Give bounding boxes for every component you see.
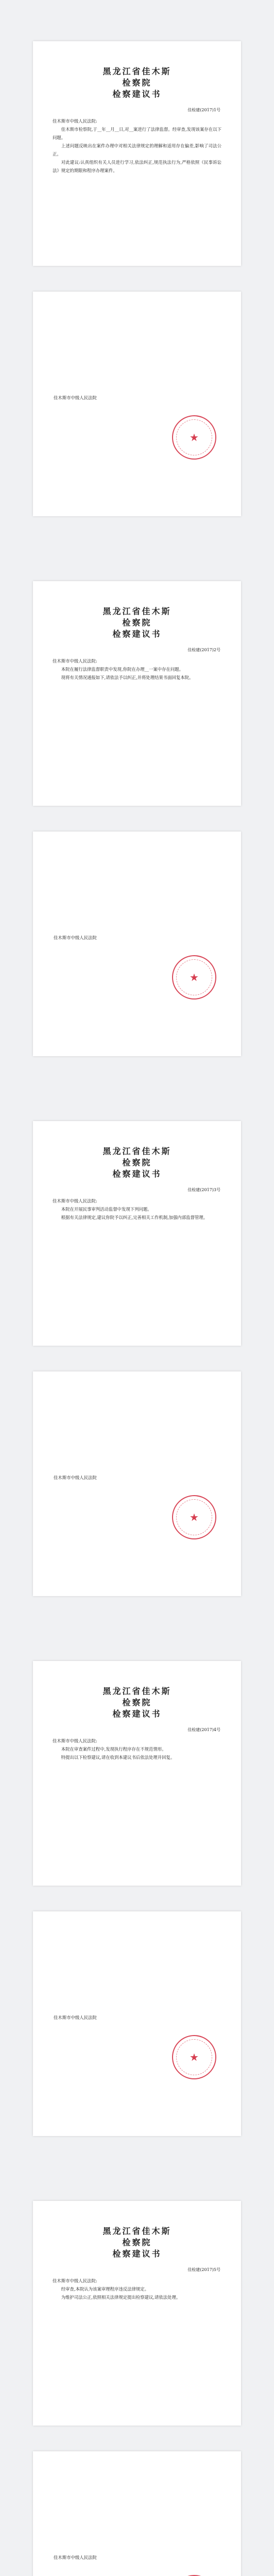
org-subtitle: 检察院 <box>122 2238 152 2247</box>
seal-star-icon: ★ <box>190 431 199 444</box>
doc-type-title: 检察建议书 <box>112 1709 162 1719</box>
doc-type-title: 检察建议书 <box>112 1169 162 1179</box>
org-subtitle: 检察院 <box>122 618 152 628</box>
official-seal <box>172 955 216 999</box>
paragraph: 经审查,本院认为该案审理程序违反法律规定。 <box>61 2286 149 2292</box>
seal-star-icon: ★ <box>190 971 199 984</box>
seal-star-icon: ★ <box>190 2051 199 2063</box>
paragraph: 对此建议:认真组织有关人员进行学习,依法纠正,规范执法行为,严格依照《民事诉讼法》规定的期限和程序办理案件。 <box>53 160 221 173</box>
document-header <box>33 1146 241 1180</box>
document-number: 佳检建(2017)4号 <box>187 1727 220 1732</box>
signature-org: 佳木斯市中级人民法院 <box>54 395 97 400</box>
document-number: 佳检建(2017)5号 <box>187 2267 220 2272</box>
document-header <box>33 2226 241 2260</box>
salutation: 佳木斯市中级人民法院: <box>53 1738 97 1743</box>
document-page <box>33 1121 241 1346</box>
document-page-continued <box>33 292 241 516</box>
org-title: 黑龙江省佳木斯 <box>102 66 172 76</box>
document-page <box>33 1661 241 1886</box>
document-page-continued <box>33 1371 241 1596</box>
paragraph: 特提出以下检察建议,请在收到本建议书后依法处理并回复。 <box>61 1755 175 1760</box>
paragraph: 现将有关情况通报如下,请依法予以纠正,并将处理结果书面回复本院。 <box>61 675 194 680</box>
paragraph: 根据有关法律规定,建议你院予以纠正,完善相关工作机制,加强内部监督管理。 <box>61 1215 208 1220</box>
signature-org: 佳木斯市中级人民法院 <box>54 1475 97 1480</box>
paragraph: 本院在审查案件过程中,发现执行程序存在不规范情形。 <box>61 1747 166 1752</box>
document-header <box>33 606 241 640</box>
document-body <box>53 1197 221 1222</box>
document-page <box>33 41 241 266</box>
document-number: 佳检建(2017)1号 <box>187 108 220 112</box>
paragraph: 上述问题反映出在案件办理中对相关法律规定的理解和适用存在偏差,影响了司法公正。 <box>53 143 221 157</box>
doc-type-title: 检察建议书 <box>112 2249 162 2259</box>
signature-org: 佳木斯市中级人民法院 <box>54 2555 97 2560</box>
salutation: 佳木斯市中级人民法院: <box>53 2278 97 2283</box>
document-body <box>53 657 221 682</box>
document-number: 佳检建(2017)3号 <box>187 1188 220 1192</box>
document-header <box>33 66 241 100</box>
official-seal <box>172 415 216 460</box>
document-header <box>33 1686 241 1720</box>
paragraph: 佳木斯市检察院,于__年__月__日,对__案进行了法律监督。经审查,发现该案存在以下问题。 <box>53 127 221 140</box>
document-page-continued <box>33 1911 241 2136</box>
org-subtitle: 检察院 <box>122 1698 152 1707</box>
org-subtitle: 检察院 <box>122 1158 152 1167</box>
document-number: 佳检建(2017)2号 <box>187 648 220 652</box>
paragraph: 为维护司法公正,依照相关法律规定提出检察建议,请依法处理。 <box>61 2295 181 2300</box>
document-page-continued <box>33 2451 241 2576</box>
document-page-continued <box>33 832 241 1056</box>
signature-org: 佳木斯市中级人民法院 <box>54 935 97 940</box>
org-subtitle: 检察院 <box>122 78 152 88</box>
official-seal <box>172 1495 216 1539</box>
doc-type-title: 检察建议书 <box>112 89 162 99</box>
document-page <box>33 581 241 806</box>
org-title: 黑龙江省佳木斯 <box>102 606 172 616</box>
org-title: 黑龙江省佳木斯 <box>102 1686 172 1696</box>
doc-type-title: 检察建议书 <box>112 629 162 639</box>
seal-star-icon: ★ <box>190 1511 199 1523</box>
document-body <box>53 117 221 175</box>
salutation: 佳木斯市中级人民法院: <box>53 658 97 664</box>
signature-org: 佳木斯市中级人民法院 <box>54 2015 97 2020</box>
official-seal <box>172 2035 216 2079</box>
salutation: 佳木斯市中级人民法院: <box>53 118 97 124</box>
document-body <box>53 2277 221 2301</box>
org-title: 黑龙江省佳木斯 <box>102 2226 172 2236</box>
document-body <box>53 1737 221 1761</box>
salutation: 佳木斯市中级人民法院: <box>53 1198 97 1204</box>
document-page <box>33 2201 241 2426</box>
org-title: 黑龙江省佳木斯 <box>102 1146 172 1156</box>
paragraph: 本院在履行法律监督职责中发现,你院在办理__一案中存在问题。 <box>61 667 183 672</box>
paragraph: 本院在开展民事审判活动监督中发现下列问题。 <box>61 1207 152 1212</box>
